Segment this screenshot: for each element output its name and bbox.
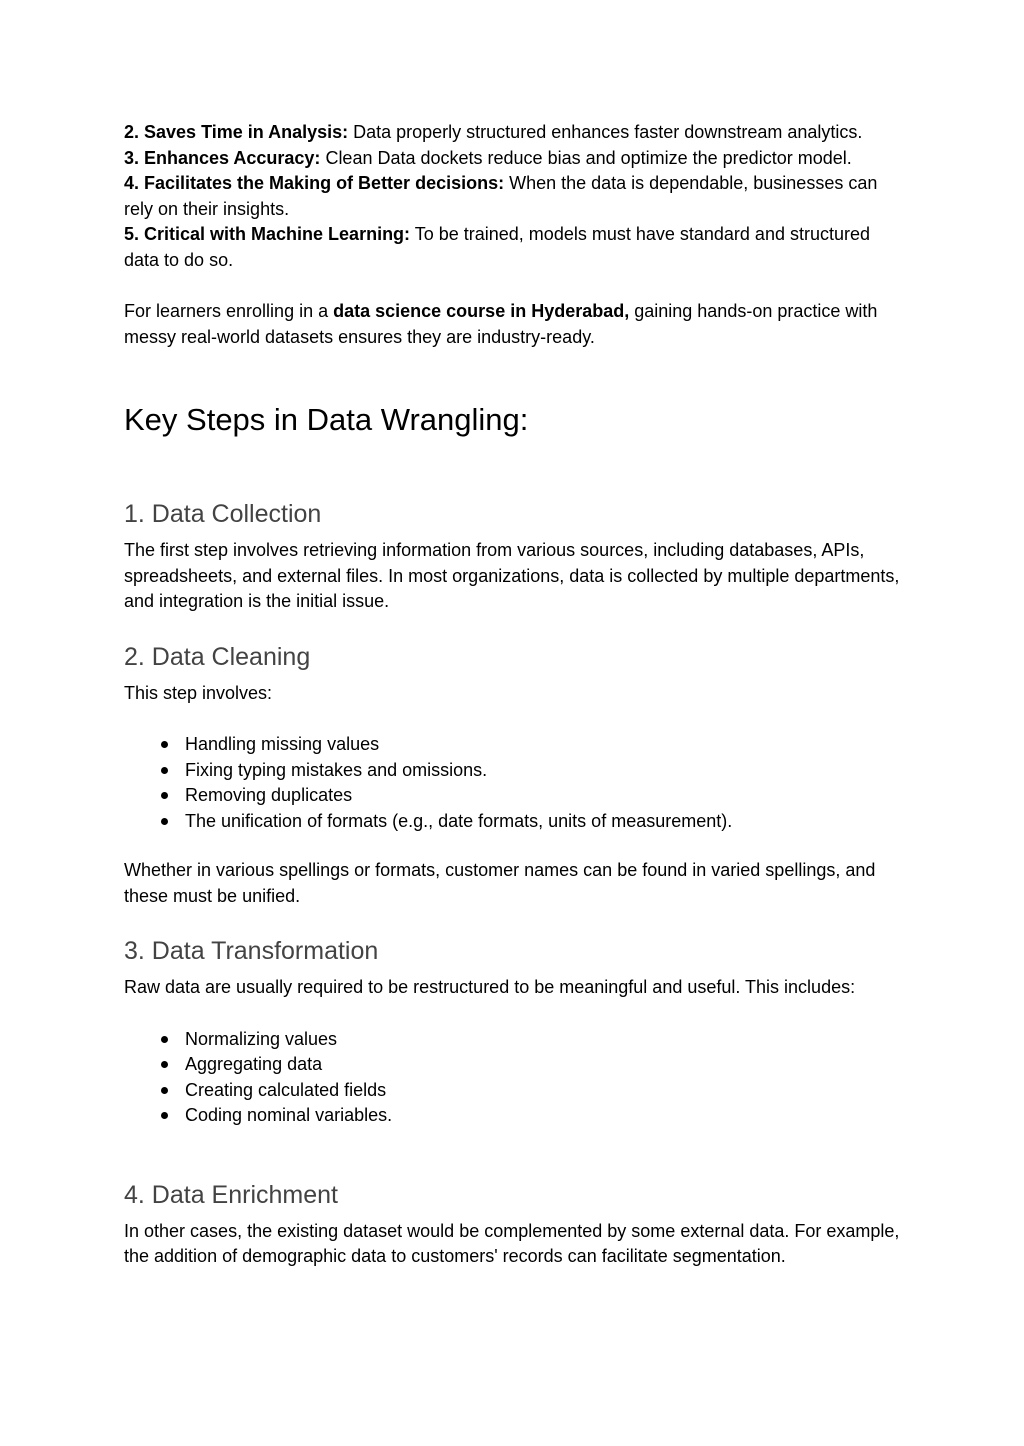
benefits-paragraph <box>124 120 900 273</box>
bullet-list <box>124 1027 900 1153</box>
benefit-text: Clean Data dockets reduce bias and optimize the predictor model. <box>320 147 852 168</box>
benefit-text: When the data is dependable, businesses can rely on their insights. <box>124 173 878 219</box>
list-item: Normalizing values <box>124 1027 900 1053</box>
section-intro: The first step involves retrieving information from various sources, including databases, APIs, spreadsheets, and external files. In most organizations, data is collected by multiple departments, and integration is the initial issue. <box>124 540 900 611</box>
section-outro: Whether in various spellings or formats, customer names can be found in varied spellings, and these must be unified. <box>124 860 876 906</box>
benefit-label: 5. Critical with Machine Learning: <box>124 224 411 244</box>
benefit-text: To be trained, models must have standard and structured data to do so. <box>124 224 870 270</box>
benefit-line <box>124 222 900 273</box>
page-title: Key Steps in Data Wrangling: <box>124 402 529 437</box>
section-intro: Raw data are usually required to be restructured to be meaningful and useful. This includes: <box>124 977 856 997</box>
benefit-label: 3. Enhances Accuracy: <box>124 147 321 168</box>
list-item: Aggregating data <box>124 1052 900 1078</box>
section-intro: In other cases, the existing dataset would be complemented by some external data. For example, the addition of demographic data to customers' records can facilitate segmentation. <box>124 1220 900 1266</box>
bullet-list <box>124 732 900 858</box>
document-page <box>124 0 900 1270</box>
section-intro: This step involves: <box>124 682 273 703</box>
section-heading-data-transformation: 3. Data Transformation <box>124 937 379 965</box>
list-item: Removing duplicates <box>124 783 900 809</box>
benefit-line <box>124 120 900 146</box>
benefit-text: Data properly structured enhances faster downstream analytics. <box>348 122 863 142</box>
benefit-label: 4. Facilitates the Making of Better decisions: <box>124 173 505 193</box>
section-heading-data-enrichment: 4. Data Enrichment <box>124 1180 338 1209</box>
learners-paragraph <box>124 299 900 350</box>
learners-bold-text: data science course in Hyderabad, <box>333 301 630 321</box>
list-item: Handling missing values <box>124 732 900 758</box>
benefit-line <box>124 171 900 222</box>
list-item: Creating calculated fields <box>124 1078 900 1104</box>
benefit-label: 2. Saves Time in Analysis: <box>124 122 349 142</box>
learners-post-text: gaining hands-on practice with messy real-world datasets ensures they are industry-ready. <box>124 301 878 347</box>
list-item: The unification of formats (e.g., date formats, units of measurement). <box>124 809 900 835</box>
section-heading-data-collection: 1. Data Collection <box>124 500 322 528</box>
benefit-line <box>124 146 900 172</box>
list-item: Coding nominal variables. <box>124 1103 900 1129</box>
learners-pre-text: For learners enrolling in a <box>124 301 334 321</box>
list-item: Fixing typing mistakes and omissions. <box>124 758 900 784</box>
section-heading-data-cleaning: 2. Data Cleaning <box>124 642 311 671</box>
